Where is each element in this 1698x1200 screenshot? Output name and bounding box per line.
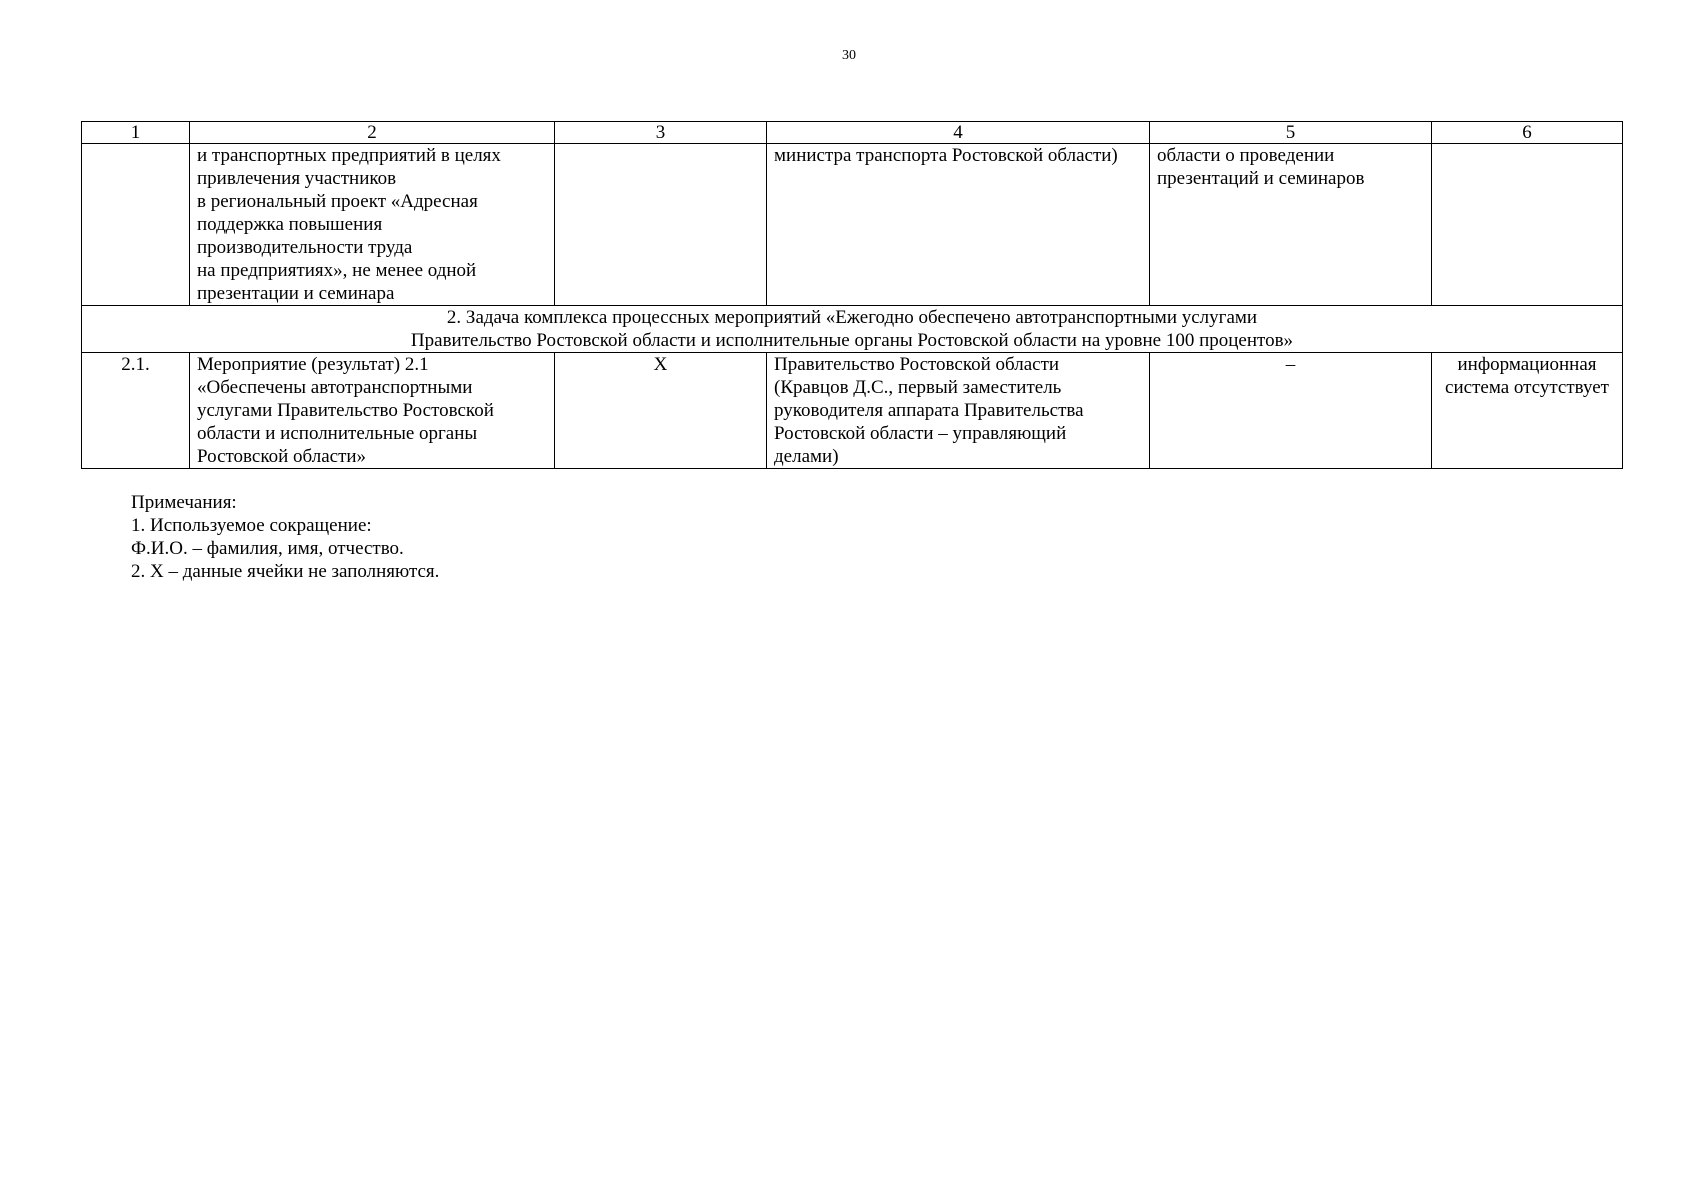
cell-line: области и исполнительные органы (197, 423, 478, 444)
cell-line: и транспортных предприятий в целях (197, 145, 501, 166)
column-header-6: 6 (1432, 122, 1623, 144)
notes-title: Примечания: (131, 492, 237, 513)
table-row-continuation (82, 144, 1623, 306)
column-header-4: 4 (767, 122, 1150, 144)
cell-line: Мероприятие (результат) 2.1 (197, 354, 429, 375)
cell-col5: – (1150, 353, 1432, 469)
cell-col6 (1432, 144, 1623, 306)
cell-line: в региональный проект «Адресная (197, 191, 478, 212)
notes-section (131, 491, 439, 583)
cell-line: руководителя аппарата Правительства (774, 400, 1084, 421)
cell-line: система отсутствует (1445, 377, 1609, 398)
cell-line: поддержка повышения (197, 214, 383, 235)
section-line: 2. Задача комплекса процессных мероприятий «Ежегодно обеспечено автотранспортными услугами (446, 307, 1258, 328)
cell-line: на предприятиях», не менее одной (197, 260, 477, 281)
cell-line: Правительство Ростовской области (774, 354, 1060, 375)
cell-line: Ростовской области» (197, 446, 367, 467)
cell-responsible (767, 144, 1150, 306)
cell-line: области о проведении (1157, 145, 1335, 166)
cell-activity (190, 353, 555, 469)
note-item-2: 2. Х – данные ячейки не заполняются. (131, 561, 440, 582)
cell-number: 2.1. (82, 353, 190, 469)
cell-line: привлечения участников (197, 168, 397, 189)
table-section-row (82, 306, 1623, 353)
cell-line: производительности труда (197, 237, 413, 258)
cell-col3 (555, 144, 767, 306)
table-row-2-1 (82, 353, 1623, 469)
cell-line: делами) (774, 446, 839, 467)
table-header-row (82, 122, 1623, 144)
column-header-3: 3 (555, 122, 767, 144)
section-heading (82, 306, 1623, 353)
column-header-2: 2 (190, 122, 555, 144)
cell-line: информационная (1457, 354, 1597, 375)
cell-line: (Кравцов Д.С., первый заместитель (774, 377, 1062, 398)
note-item-1-detail: Ф.И.О. – фамилия, имя, отчество. (131, 538, 404, 559)
cell-col6 (1432, 353, 1623, 469)
cell-line: презентации и семинара (197, 283, 395, 304)
cell-responsible (767, 353, 1150, 469)
cell-line: услугами Правительство Ростовской (197, 400, 494, 421)
activities-table (81, 121, 1623, 469)
section-line: Правительство Ростовской области и исполнительные органы Ростовской области на уровне 100 процентов» (410, 330, 1294, 351)
cell-number (82, 144, 190, 306)
column-header-5: 5 (1150, 122, 1432, 144)
cell-activity (190, 144, 555, 306)
cell-col3: Х (555, 353, 767, 469)
note-item-1: 1. Используемое сокращение: (131, 515, 372, 536)
cell-line: презентаций и семинаров (1157, 168, 1365, 189)
page-number: 30 (842, 48, 856, 63)
cell-line: министра транспорта Ростовской области) (774, 145, 1118, 166)
cell-line: «Обеспечены автотранспортными (197, 377, 473, 398)
cell-line: Ростовской области – управляющий (774, 423, 1067, 444)
cell-col5 (1150, 144, 1432, 306)
column-header-1: 1 (82, 122, 190, 144)
